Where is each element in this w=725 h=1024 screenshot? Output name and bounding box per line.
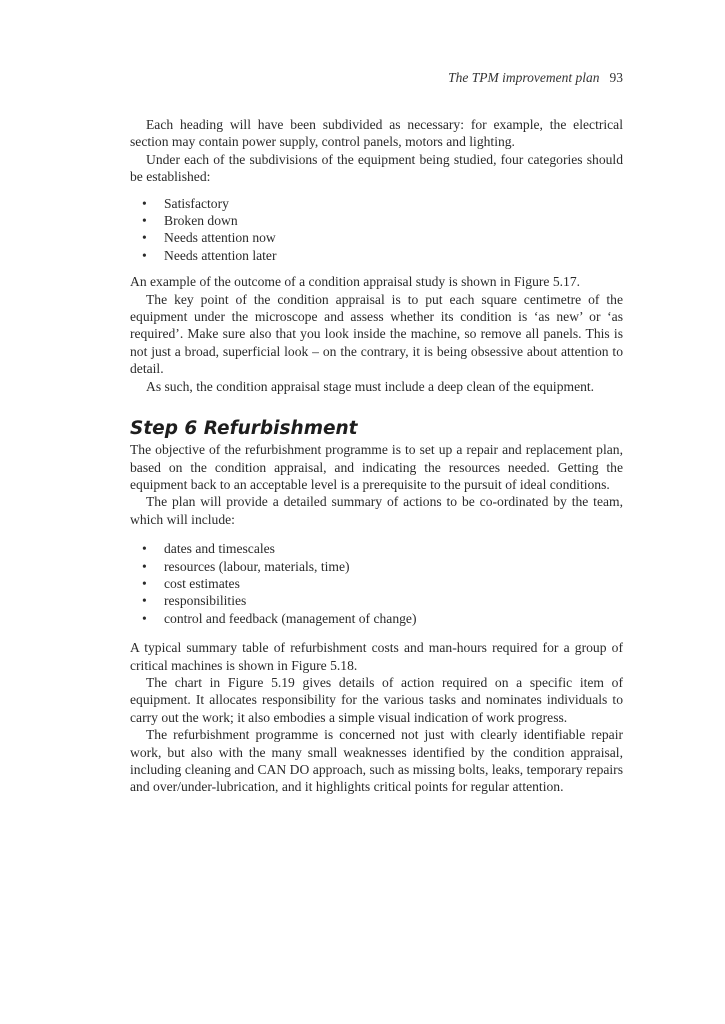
paragraph-summary-table: A typical summary table of refurbishment costs and man-hours required for a group of critical machines is shown in Figure 5.18. <box>130 640 623 673</box>
page-number: 93 <box>609 70 623 85</box>
list-item: • Broken down <box>130 212 623 229</box>
paragraph-objective: The objective of the refurbishment programme is to set up a repair and replacement plan, based on the condition appraisal, and indicating the resources needed. Getting the equipment back to an acceptable level is a prerequisite to the pursuit of ideal conditions. <box>130 442 623 492</box>
running-header <box>130 70 623 90</box>
list-item: • resources (labour, materials, time) <box>130 558 623 575</box>
list-item: • responsibilities <box>130 592 623 609</box>
category-list <box>130 195 623 265</box>
list-item: • cost estimates <box>130 575 623 592</box>
paragraph-deep-clean: As such, the condition appraisal stage must include a deep clean of the equipment. <box>146 378 595 394</box>
list-item: • Needs attention now <box>130 229 623 246</box>
paragraph-figure-reference: An example of the outcome of a condition appraisal study is shown in Figure 5.17. <box>130 274 581 290</box>
paragraph-chart: The chart in Figure 5.19 gives details of action required on a specific item of equipment. It allocates responsibility for the various tasks and nominates individuals to carry out the work; it also embodies a simple visual indication of work progress. <box>130 674 623 725</box>
paragraph-categories-intro: Under each of the subdivisions of the equipment being studied, four categories should be established: <box>130 151 623 185</box>
paragraph-key-point: The key point of the condition appraisal is to put each square centimetre of the equipment under the microscope and assess whether its condition is ‘as new’ or ‘as required’. Make sure also that you look inside the machine, so remove all panels. This is not just a broad, superficial look – on the contrary, it is being obsessive about attention to detail. <box>130 291 623 377</box>
section-heading: Step 6 Refurbishment <box>130 418 358 440</box>
list-item: • Satisfactory <box>130 195 623 212</box>
book-page <box>130 70 623 796</box>
list-item: • Needs attention later <box>130 247 623 264</box>
list-item: • control and feedback (management of change) <box>130 610 623 627</box>
paragraph-weaknesses: The refurbishment programme is concerned not just with clearly identifiable repair work, but also with the many small weaknesses identified by the condition appraisal, including cleaning and CAN DO approach, such as missing bolts, leaks, temporary repairs and over/under-lubrication, and it highlights critical points for regular attention. <box>130 727 623 795</box>
paragraph-plan: The plan will provide a detailed summary of actions to be co-ordinated by the team, which will include: <box>130 494 623 527</box>
running-title: The TPM improvement plan <box>448 70 600 85</box>
plan-list <box>130 540 623 627</box>
list-item: • dates and timescales <box>130 540 623 557</box>
paragraph-subdivision: Each heading will have been subdivided as necessary: for example, the electrical section may contain power supply, control panels, motors and lighting. <box>130 117 623 150</box>
